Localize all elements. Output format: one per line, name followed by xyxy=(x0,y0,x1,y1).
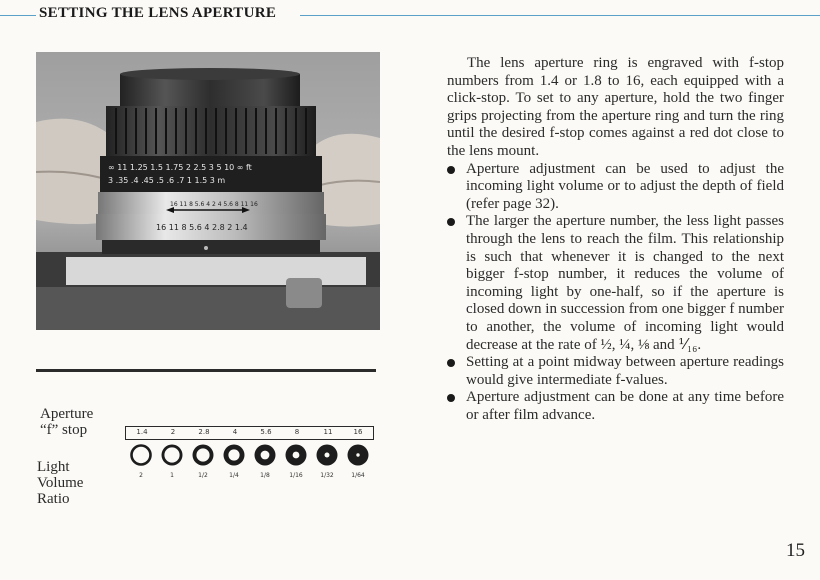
bullet-item xyxy=(447,354,784,389)
iris-icon xyxy=(286,445,307,466)
bullet-item xyxy=(447,161,784,214)
bullet-dot-icon xyxy=(447,166,455,174)
iris-icon xyxy=(162,445,183,466)
ratio-value: 1/4 xyxy=(229,472,239,479)
ratio-label-line-2: Volume xyxy=(37,475,84,491)
light-volume-ratio-label xyxy=(37,459,83,507)
ratio-label-line-3: Ratio xyxy=(37,491,70,507)
fstop-value: 2.8 xyxy=(198,428,210,436)
ratio-value: 1/2 xyxy=(198,472,208,479)
svg-text:16 11 8 5.6 4 2.8 2 1.4: 16 11 8 5.6 4 2.8 2 1.4 xyxy=(156,223,248,232)
fstop-value: 4 xyxy=(232,428,238,436)
ratio-value: 1/32 xyxy=(320,472,334,479)
intro-paragraph: The lens aperture ring is engraved with f-stop numbers from 1.4 or 1.8 to 16, each equipped with a click-stop. To set to any aperture, hold the two finger grips projecting from the aperture ring and turn the ring until the desired f-stop comes against a red dot close to the lens mount. xyxy=(447,55,784,159)
fstop-value: 5.6 xyxy=(260,428,272,436)
iris-icon xyxy=(224,445,245,466)
bullet-dot-icon xyxy=(447,218,455,226)
aperture-label xyxy=(40,406,93,438)
page-header xyxy=(0,4,820,26)
fstop-value: 2 xyxy=(170,428,176,436)
header-rule-left xyxy=(0,15,36,16)
aperture-label-line-2: “f” stop xyxy=(40,422,88,438)
page-number: 15 xyxy=(786,540,805,561)
svg-text:∞ 11 1.25 1.5 1.75 2 2.5 3 5 1: ∞ 11 1.25 1.5 1.75 2 2.5 3 5 10 ∞ ft xyxy=(108,163,252,172)
fstop-value: 11 xyxy=(323,428,333,436)
iris-icon xyxy=(317,445,338,466)
ratio-value: 1/64 xyxy=(351,472,365,479)
body-text xyxy=(447,55,784,424)
bullet-item xyxy=(447,389,784,424)
svg-text:16 11 8 5.6 4 2 4 5.6 8 11 16: 16 11 8 5.6 4 2 4 5.6 8 11 16 xyxy=(170,201,258,208)
bullet-list xyxy=(447,161,784,425)
fstop-scale xyxy=(125,426,374,440)
page-title: SETTING THE LENS APERTURE xyxy=(39,5,277,21)
fstop-value: 8 xyxy=(294,428,300,436)
bullet-text: Aperture adjustment can be done at any time before or after film advance. xyxy=(466,389,784,423)
ratio-label-line-1: Light xyxy=(37,459,70,475)
aperture-label-line-1: Aperture xyxy=(40,406,94,422)
iris-icon xyxy=(255,445,276,466)
bullet-text: Setting at a point midway between aperture readings would give intermediate f-values. xyxy=(466,354,784,388)
bullet-text: The larger the aperture number, the less light passes through the lens to reach the film. This relationship is such that whenever it is changed to the next bigger f-stop number, it reduces the volume of incoming light by one-half, so if the aperture is closed down in succession from one bigger f number to another, the volume of incoming light would decrease at the rate of ½, ¼, ⅛ and ⅟₁₆. xyxy=(466,213,784,353)
bullet-dot-icon xyxy=(447,359,455,367)
aperture-iris-row xyxy=(125,441,375,469)
iris-icon xyxy=(132,446,151,465)
bullet-item xyxy=(447,213,784,354)
ratio-value: 1/16 xyxy=(289,472,303,479)
lens-aperture-ring-photo xyxy=(36,52,380,330)
bullet-dot-icon xyxy=(447,394,455,402)
fstop-value: 16 xyxy=(353,428,363,436)
header-rule-right xyxy=(300,15,820,16)
light-ratio-scale xyxy=(125,472,375,482)
iris-icon xyxy=(193,445,214,466)
section-divider xyxy=(36,369,376,372)
svg-text:3 .35 .4 .45 .5 .6 .7 1 1.5 3: 3 .35 .4 .45 .5 .6 .7 1 1.5 3 m xyxy=(108,176,226,185)
bullet-text: Aperture adjustment can be used to adjust the incoming light volume or to adjust the depth of field (refer page 32). xyxy=(466,160,784,212)
ratio-value: 1/8 xyxy=(260,472,270,479)
ratio-value: 1 xyxy=(170,472,174,479)
ratio-value: 2 xyxy=(139,472,143,479)
iris-icon xyxy=(348,445,369,466)
fstop-value: 1.4 xyxy=(136,428,148,436)
